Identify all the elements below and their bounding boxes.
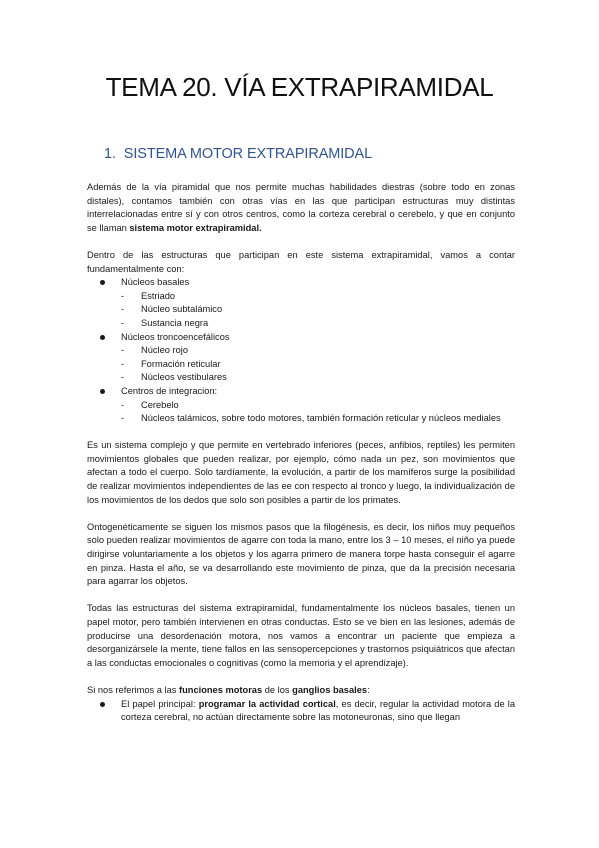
- list-item: [87, 276, 515, 330]
- section-label: SISTEMA MOTOR EXTRAPIRAMIDAL: [123, 146, 373, 162]
- text-run: :: [367, 684, 370, 695]
- list-item: [87, 331, 515, 385]
- sublist-item: [121, 344, 515, 358]
- text-run: , es decir, regular la actividad motora de la corteza cerebral, no actúan directamente sobre las motoneuronas, sino que llegan: [121, 698, 516, 723]
- list-item-label: Núcleos troncoencefálicos: [121, 331, 230, 342]
- text-run: de los: [262, 684, 293, 695]
- sublist-item-label: Núcleos talámicos, sobre todo motores, también formación reticular y núcleos mediales: [141, 413, 501, 424]
- bold-run: funciones motoras: [178, 684, 263, 695]
- paragraph-ontogeny: Ontogenéticamente se siguen los mismos pasos que la filogénesis, es decir, los niños muy pequeños solo pueden realizar movimientos de agarre con toda la mano, entre los 3 – 10 meses, el niño ya puede dirigirse voluntariamente a los objetos y los agarra primero de manera torpe hasta conseguir el agarre en pinza. Hasta el año, se va desarrollando este movimiento de pinza, que da la precisión necesaria para agarrar los objetos.: [87, 521, 515, 587]
- sublist-item-label: Núcleos vestibulares: [141, 372, 227, 383]
- text-run: El papel principal:: [121, 698, 199, 709]
- dash-icon: -: [121, 358, 125, 369]
- section-heading: [104, 146, 372, 162]
- paragraph-intro-bold: sistema motor extrapiramidal.: [129, 222, 262, 233]
- sublist-item-label: Sustancia negra: [141, 317, 209, 328]
- list-item-label: Centros de integracion:: [121, 385, 218, 396]
- bold-run: ganglios basales: [292, 684, 368, 695]
- structures-list: [87, 276, 515, 426]
- paragraph-behaviour: Todas las estructuras del sistema extrapiramidal, fundamentalmente los núcleos basales, tienen un papel motor, pero también intervienen en otras conductas. Esto se ve bien en las lesiones, además de producirse una desordenación motora, nos vamos a encontrar un paciente que empieza a desorganizársele la mente, tiene fallos en las sensopercepciones y trastornos psiquiátricos que afectan a las conductas emocionales o cognitivas (como la memoria y el aprendizaje).: [87, 603, 515, 668]
- dash-icon: -: [121, 372, 125, 383]
- paragraph-intro: [87, 181, 515, 235]
- paragraph-evolution: Es un sistema complejo y que permite en vertebrado inferiores (peces, anfibios, reptiles) les permiten movimientos globales que pueden realizar, por ejemplo, cómo nada un pez, son movimientos que afectan a todo el cuerpo. Solo tardíamente, la evolución, a partir de los mamíferos surge la posibilidad de realizar movimientos independientes de las ee con respecto al tronco y luego, la individualización de los movimientos de los dedos que solo son posibles a partir de los primates.: [87, 440, 515, 505]
- bullet-icon: [100, 280, 105, 285]
- list-item: [87, 385, 515, 426]
- paragraph-structures: Dentro de las estructuras que participan en este sistema extrapiramidal, vamos a contar fundamentalmente con:: [87, 249, 515, 274]
- dash-icon: -: [121, 304, 125, 315]
- dash-icon: -: [121, 290, 125, 301]
- text-run: Si nos referimos a las: [87, 684, 179, 695]
- sublist-item: [121, 290, 515, 304]
- sublist-item: [121, 399, 515, 413]
- list-item: [87, 698, 515, 725]
- bold-run: programar la actividad cortical: [198, 698, 336, 709]
- sublist: [121, 344, 515, 385]
- sublist-item: [121, 317, 515, 331]
- dash-icon: -: [121, 413, 125, 424]
- page-title: TEMA 20. VÍA EXTRAPIRAMIDAL: [105, 72, 494, 102]
- dash-icon: -: [121, 399, 125, 410]
- sublist-item: [121, 412, 515, 426]
- dash-icon: -: [121, 317, 125, 328]
- sublist-item-label: Estriado: [141, 290, 176, 301]
- section-number: 1.: [104, 146, 116, 162]
- sublist-item: [121, 371, 515, 385]
- dash-icon: -: [121, 345, 125, 356]
- paragraph-intro-text: Además de la vía piramidal que nos permite muchas habilidades diestras (sobre todo en zonas distales), contamos también con otras vías en las que participan estructuras muy distintas interrelacionadas entre sí y con otros centros, como la corteza cerebral o cerebelo, y que en conjunto se llaman: [87, 182, 515, 233]
- sublist: [121, 399, 515, 426]
- sublist-item-label: Formación reticular: [141, 358, 221, 369]
- bullet-icon: [100, 389, 105, 394]
- sublist-item: [121, 358, 515, 372]
- document-body: [87, 181, 515, 725]
- sublist-item-label: Cerebelo: [141, 399, 179, 410]
- paragraph-motor-functions: [87, 684, 515, 698]
- bullet-icon: [100, 702, 105, 707]
- bullet-icon: [100, 335, 105, 340]
- sublist-item: [121, 303, 515, 317]
- functions-list: [87, 698, 515, 725]
- sublist-item-label: Núcleo subtalámico: [141, 304, 223, 315]
- sublist-item-label: Núcleo rojo: [141, 345, 189, 356]
- list-item-label: Núcleos basales: [121, 277, 190, 288]
- sublist: [121, 290, 515, 331]
